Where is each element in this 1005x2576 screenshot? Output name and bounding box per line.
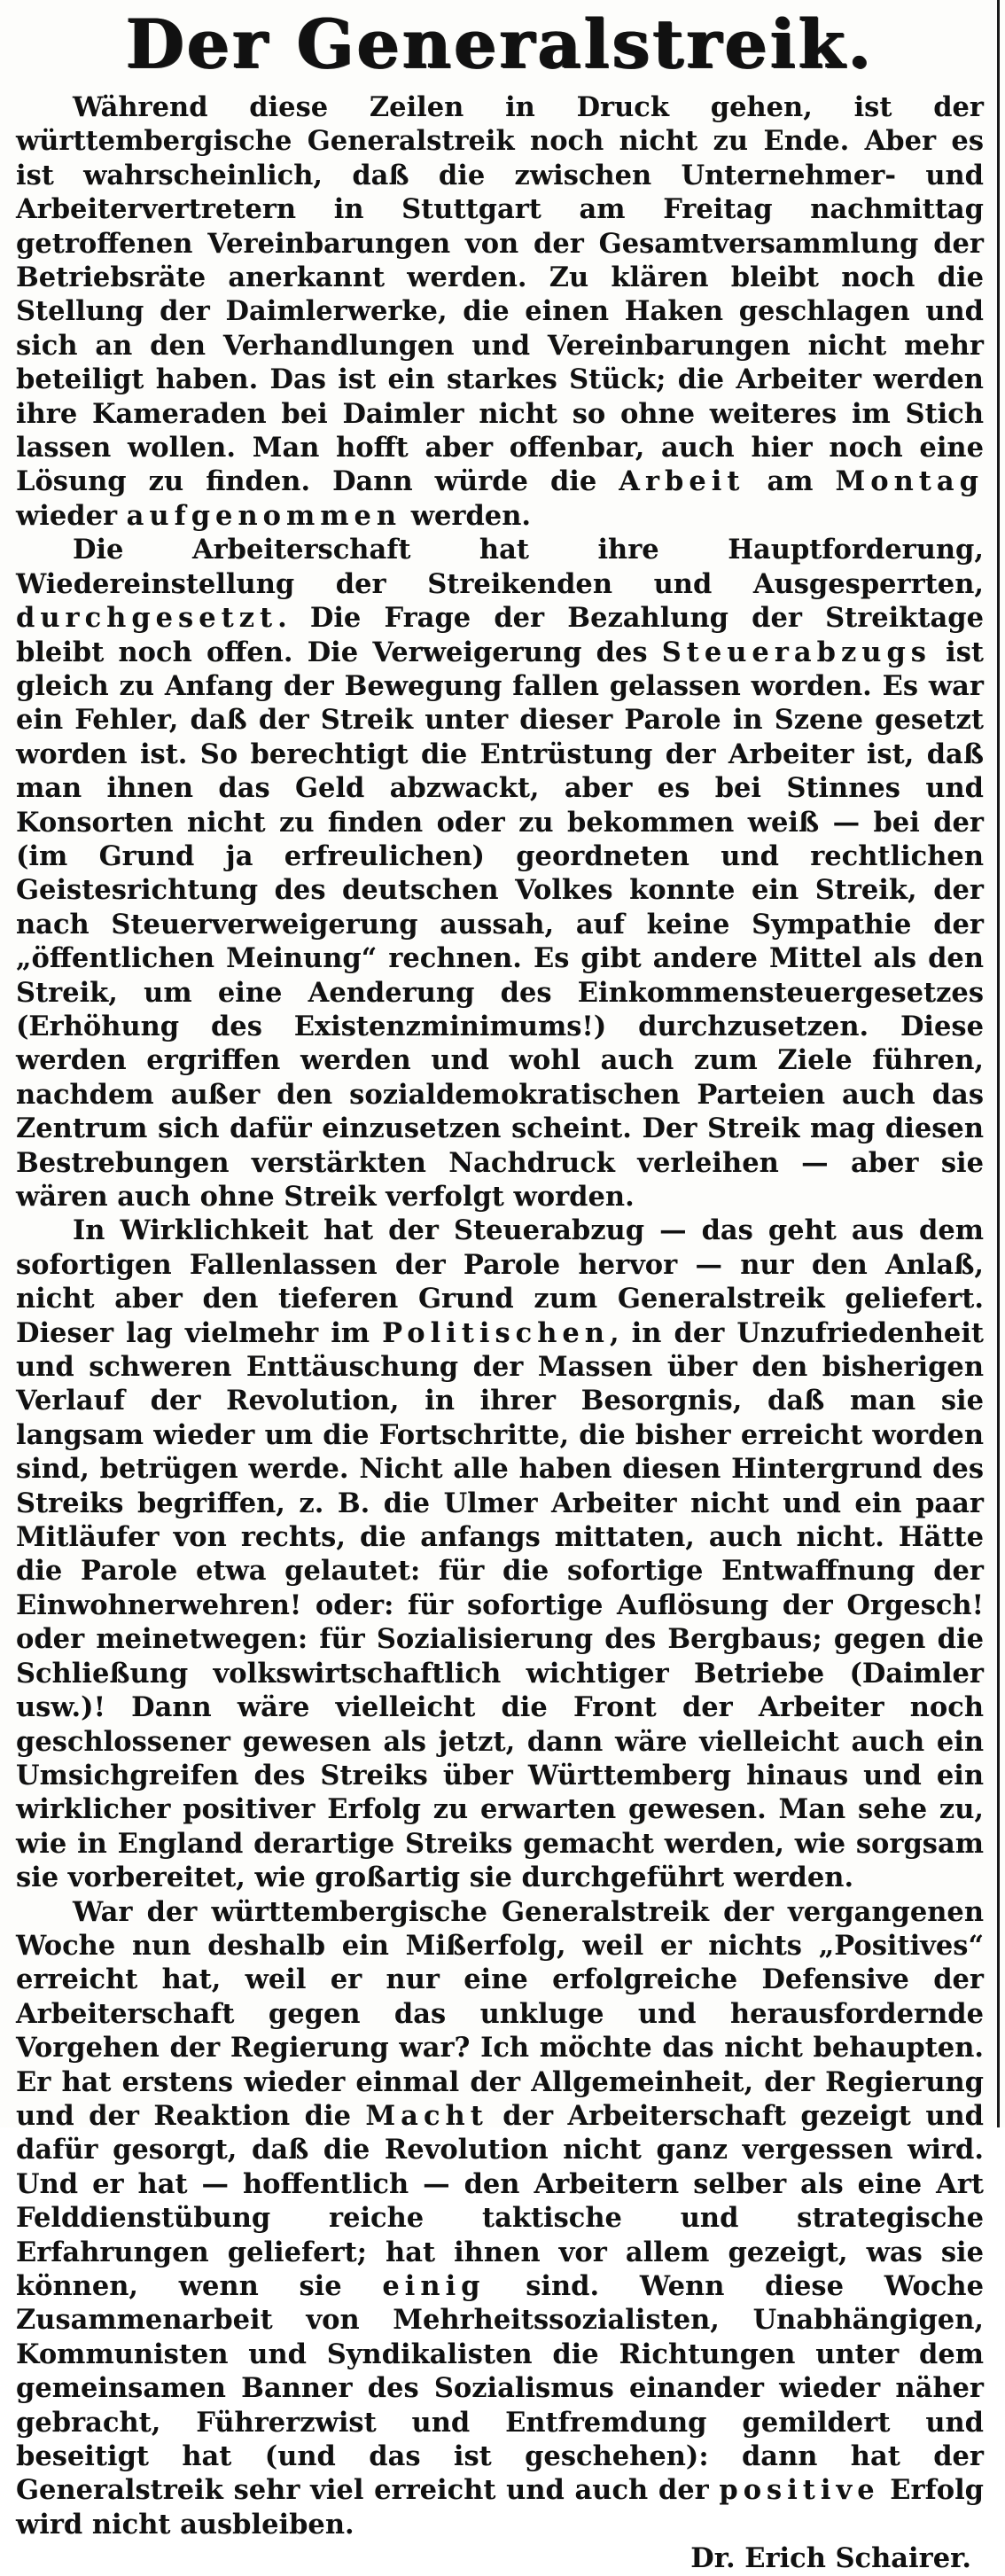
paragraph-text: ist gleich zu Anfang der Bewegung fallen gelassen worden. Es war ein Fehler, daß der Streik unter dieser Parole in Szene gesetzt worden ist. So berechtigt die Entrüstung der Arbeiter ist, daß man ihnen das Geld abzwackt, aber es bei Stinnes und Konsorten nicht zu finden oder zu bekommen weiß — bei der (im Grund ja erfreulichen) geordneten und rechtlichen Geistesrichtung des deutschen Volkes konnte ein Streik, der nach Steuerverweigerung aussah, auf keine Sympathie der „öffentlichen Meinung“ rechnen. Es gibt andere Mittel als den Streik, um eine Aenderung des Einkommensteuergesetzes (Erhöhung des Existenzminimums!) durchzusetzen. Diese werden ergriffen werden und wohl auch zum Ziele führen, nachdem außer den sozialdemokratischen Parteien auch das Zentrum sich dafür einzusetzen scheint. Der Streik mag diesen Bestrebungen verstärkten Nachdruck verleihen — aber sie wären auch ohne Streik verfolgt worden.: [16, 636, 985, 1213]
emphasized-text: Montag: [835, 465, 984, 498]
signature-row: [16, 2541, 984, 2575]
emphasized-text: aufgenommen: [126, 499, 402, 532]
column-edge-rule: [997, 0, 1000, 2127]
paragraph-text: werden.: [401, 499, 531, 532]
article-paragraph: [16, 533, 984, 1214]
emphasized-text: Steuerabzugs: [661, 636, 931, 668]
paragraph-text: der Arbeiterschaft gezeigt und dafür gesorgt, daß die Revolution nicht ganz vergessen wird. Und er hat — hoffentlich — den Arbeitern selber als eine Art Felddienstübung reiche taktische und strategische Erfahrungen geliefert; hat ihnen vor allem gezeigt, was sie können, wenn sie: [16, 2099, 984, 2302]
emphasized-text: Politischen: [382, 1316, 610, 1349]
paragraph-text: In Wirklichkeit hat der Steuerabzug — das geht aus dem sofortigen Fallenlassen der Parole hervor — nur den Anlaß, nicht aber den tieferen Grund zum Generalstreik geliefert. Dieser lag vielmehr im: [16, 1214, 984, 1349]
paragraph-text: , in der Unzufriedenheit und schweren Enttäuschung der Massen über den bisherigen Verlauf der Revolution, in ihrer Besorgnis, daß man sie langsam wieder um die Fortschritte, die bisher erreicht worden sind, betrügen werde. Nicht alle haben diesen Hintergrund des Streiks begriffen, z. B. die Ulmer Arbeiter nicht und ein paar Mitläufer von rechts, die anfangs mittaten, auch nicht. Hätte die Parole etwa gelautet: für die sofortige Entwaffnung der Einwohnerwehren! oder: für sofortige Auflösung der Orgesch! oder meinetwegen: für Sozialisierung des Bergbaus; gegen die Schließung volkswirtschaftlich wichtiger Betriebe (Daimler usw.)! Dann wäre vielleicht die Front der Arbeiter noch geschlossener gewesen als jetzt, dann wäre vielleicht auch ein Umsichgreifen des Streiks über Württemberg hinaus und ein wirklicher positiver Erfolg zu erwarten gewesen. Man sehe zu, wie in England derartige Streiks gemacht werden, wie sorgsam sie vorbereitet, wie großartig sie durchgeführt werden.: [16, 1316, 984, 1894]
paragraph-text: Während diese Zeilen in Druck gehen, ist der württembergische Generalstreik noch nicht zu Ende. Aber es ist wahrscheinlich, daß die zwischen Unternehmer- und Arbeitervertretern in Stuttgart am Freitag nachmittag getroffenen Vereinbarungen von der Gesamtversammlung der Betriebsräte anerkannt werden. Zu klären bleibt noch die Stellung der Daimlerwerke, die einen Haken geschlagen und sich an den Verhandlungen und Vereinbarungen nicht mehr beteiligt haben. Das ist ein starkes Stück; die Arbeiter werden ihre Kameraden bei Daimler nicht so ohne weiteres im Stich lassen wollen. Man hofft aber offenbar, auch hier noch eine Lösung zu finden. Dann würde die: [16, 91, 984, 498]
author-signature: Dr. Erich Schairer.: [690, 2542, 971, 2575]
article-column: [16, 0, 984, 2576]
paragraph-text: Erfolg wird nicht ausbleiben.: [16, 2474, 984, 2541]
paragraph-text: am: [744, 465, 836, 498]
article-paragraph: [16, 1895, 984, 2542]
article-headline: Der Generalstreik.: [125, 4, 875, 83]
article-paragraph: [16, 1214, 984, 1894]
emphasized-text: Macht: [365, 2099, 488, 2132]
paragraph-text: wieder: [16, 499, 127, 532]
paragraph-text: sind. Wenn diese Woche Zusammenarbeit von Mehrheitssozialisten, Unabhängigen, Kommunisten und Syndikalisten die Richtungen unter dem gemeinsamen Banner des Sozialismus einander wieder näher gebracht, Führerzwist und Entfremdung gemildert und beseitigt hat (und das ist geschehen): dann hat der Generalstreik sehr viel erreicht und auch der: [16, 2270, 984, 2507]
emphasized-text: einig: [382, 2270, 486, 2302]
emphasized-text: positive: [719, 2474, 880, 2507]
emphasized-text: durchgesetzt: [16, 602, 278, 635]
paragraph-text: Die Arbeiterschaft hat ihre Hauptforderung, Wiedereinstellung der Streikenden und Ausgesperrten,: [16, 534, 984, 600]
emphasized-text: Arbeit: [619, 465, 745, 498]
paragraph-text: War der württembergische Generalstreik der vergangenen Woche nun deshalb ein Mißerfolg, weil er nichts „Positives“ erreicht hat, weil er nur eine erfolgreiche Defensive der Arbeiterschaft gegen das unkluge und herausfordernde Vorgehen der Regierung war? Ich möchte das nicht behaupten. Er hat erstens wieder einmal der Allgemeinheit, der Regierung und der Reaktion die: [16, 1895, 984, 2132]
article-paragraph: [16, 90, 984, 533]
paragraph-text: . Die Frage der Bezahlung der Streiktage bleibt noch offen. Die Verweigerung des: [16, 602, 984, 668]
article-body: [16, 90, 984, 2576]
